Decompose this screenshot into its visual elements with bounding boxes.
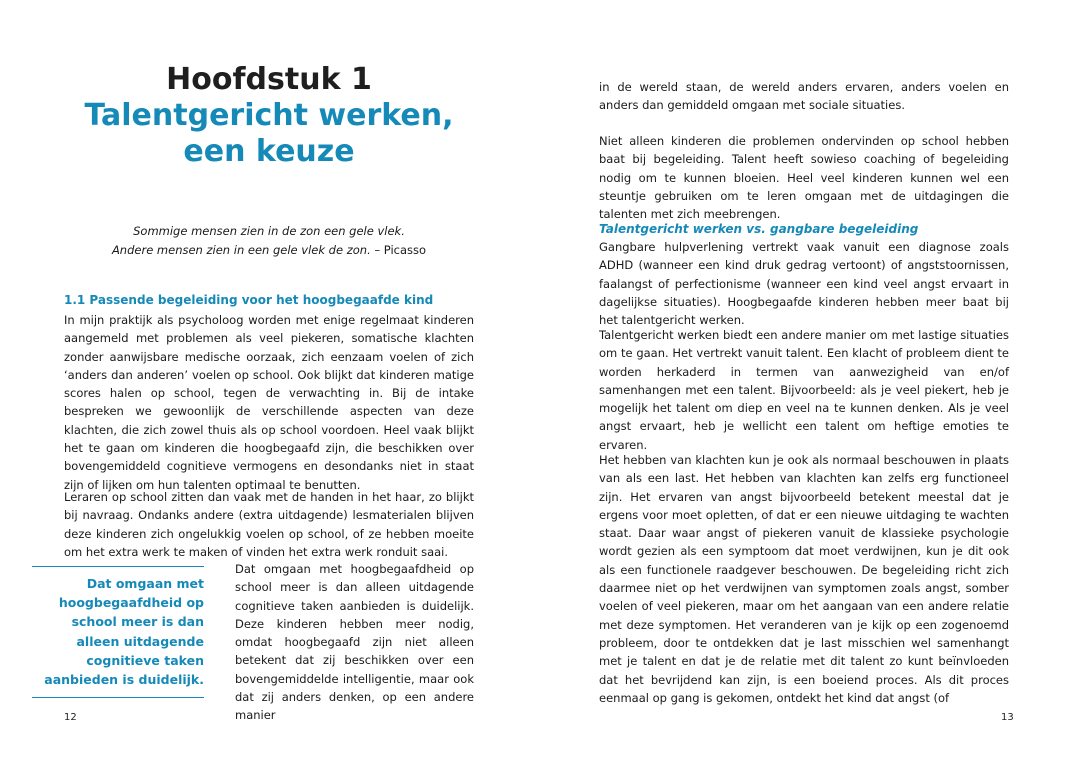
left-paragraph-1: In mijn praktijk als psycholoog worden met enige regelmaat kinderen aangemeld met problemen als veel piekeren, somatische klachten zonder aanwijsbare medische oorzaak, zich eenzaam voelen of zich ‘anders dan anderen’ voelen op school. Ook blijkt dat kinderen matige scores halen op school, tegen de verwachting in. Bij de intake bespreken we gewoonlijk de verschillende aspecten van deze klachten, die zich zowel thuis als op school voordoen. Heel vaak blijkt het te gaan om kinderen die hoogbegaafd zijn, die beschikken over bovengemiddeld cognitieve vermogens en desondanks niet in staat zijn of lijken om hun talenten optimaal te benutten.	[64, 313, 474, 492]
section-heading: 1.1 Passende begeleiding voor het hoogbegaafde kind	[64, 293, 434, 307]
quote-line-2: Andere mensen zien in een gele vlek de zon.	[111, 243, 371, 257]
right-paragraph-1: in de wereld staan, de wereld anders ervaren, anders voelen en anders dan gemiddeld omgaan met sociale situaties.	[599, 80, 1009, 113]
left-paragraph-3: Dat omgaan met hoogbegaafdheid op school meer is dan alleen uitdagende cognitieve taken aanbieden is duidelijk. Deze kinderen hebben meer nodig, omdat hoogbegaafd zijn niet alleen betekent dat zij beschikken over een bovengemiddelde intelligentie, maar ook dat zij anders denken, op een andere manier	[235, 562, 474, 723]
epigraph-quote	[64, 222, 474, 260]
quote-author: – Picasso	[370, 243, 427, 257]
subheading: Talentgericht werken vs. gangbare begeleiding	[599, 222, 919, 236]
right-paragraph-5: Het hebben van klachten kun je ook als normaal beschouwen in plaats van als een last. Het hebben van klachten kan zelfs erg functioneel zijn. Het ervaren van angst bijvoorbeeld betekent meestal dat je ergens voor moet opletten, of dat er een nieuwe uitdaging te wachten staat. Daar waar angst of piekeren vanuit de klassieke psychologie wordt gezien als een symptoom dat moet verdwijnen, kun je dit ook als een functionele raadgever beschouwen. De begeleiding richt zich daarmee niet op het verdwijnen van symptomen zoals angst, somber voelen of veel piekeren, maar om het aangaan van een andere relatie met deze symptomen. Het veranderen van je kijk op een zogenoemd probleem, door te ontdekken dat je last misschien wel samenhangt met je talent en dat je de relatie met dit talent zo kunt beïnvloeden dat het bevrijdend kan zijn, is een boeiend proces. Als dit proces eenmaal op gang is gekomen, ontdekt het kind dat angst (of	[599, 453, 1009, 705]
left-paragraph-2: Leraren op school zitten dan vaak met de handen in het haar, zo blijkt bij navraag. Ondanks andere (extra uitdagende) lesmaterialen blijven deze kinderen zich ongelukkig voelen op school, of ze hebben moeite om het extra werk te maken of vinden het extra werk ronduit saai.	[64, 490, 474, 559]
quote-line-1: Sommige mensen zien in de zon een gele vlek.	[133, 224, 405, 238]
chapter-heading	[64, 62, 474, 170]
pull-quote: Dat omgaan met hoogbegaafdheid op school meer is dan alleen uitdagende cognitieve taken aanbieden is duidelijk.	[32, 566, 204, 698]
right-paragraph-3: Gangbare hulpverlening vertrekt vaak vanuit een diagnose zoals ADHD (wanneer een kind druk gedrag vertoont) of angststoornissen, faalangst of perfectionisme (wanneer een kind veel angst ervaart in dagelijkse situaties). Hoogbegaafde kinderen hebben meer baat bij het talentgericht werken.	[599, 240, 1009, 328]
chapter-number: Hoofdstuk 1	[166, 62, 372, 97]
page-number-left: 12	[64, 712, 77, 723]
right-page	[536, 0, 1072, 757]
right-paragraph-2: Niet alleen kinderen die problemen ondervinden op school hebben baat bij begeleiding. Talent heeft sowieso coaching of begeleiding nodig om te kunnen bloeien. Heel veel kinderen kunnen wel een steuntje gebruiken om te leren omgaan met de uitdagingen die talenten met zich meebrengen.	[599, 134, 1009, 222]
chapter-title: Talentgericht werken, een keuze	[84, 98, 454, 169]
page-number-right: 13	[1001, 712, 1014, 723]
right-paragraph-4: Talentgericht werken biedt een andere manier om met lastige situaties om te gaan. Het vertrekt vanuit talent. Een klacht of probleem dient te worden herkaderd in termen van aanwezigheid van en/of samenhangen met een talent. Bijvoorbeeld: als je veel piekert, heb je mogelijk het talent om diep en veel na te kunnen denken. Als je veel angst ervaart, heb je wellicht een talent om heftige emoties te ervaren.	[599, 328, 1009, 452]
